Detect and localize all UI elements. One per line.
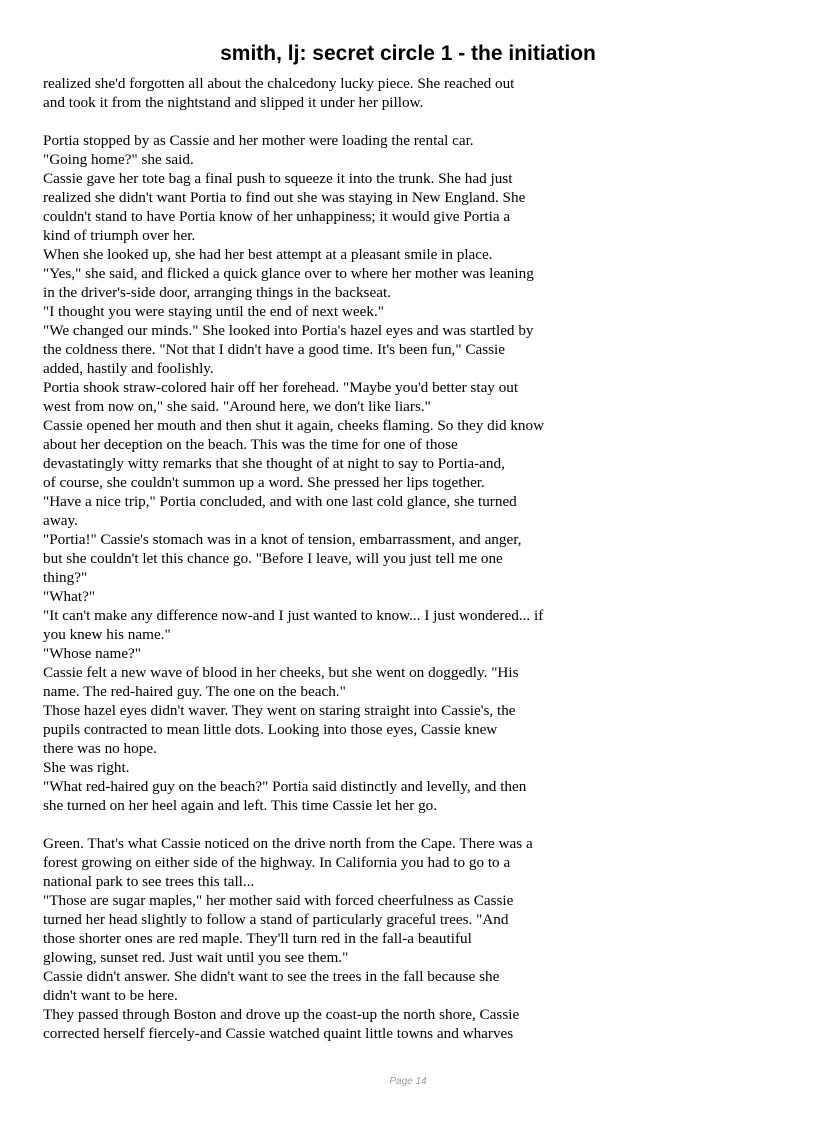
text-line: Cassie gave her tote bag a final push to squeeze it into the trunk. She had just xyxy=(43,170,513,187)
text-line: devastatingly witty remarks that she thought of at night to say to Portia-and, xyxy=(43,455,505,472)
text-line: glowing, sunset red. Just wait until you see them." xyxy=(43,949,349,966)
text-line: When she looked up, she had her best attempt at a pleasant smile in place. xyxy=(43,246,493,263)
text-line: corrected herself fiercely-and Cassie watched quaint little towns and wharves xyxy=(43,1025,514,1042)
text-line: didn't want to be here. xyxy=(43,987,178,1004)
text-line: Cassie felt a new wave of blood in her cheeks, but she went on doggedly. "His xyxy=(43,664,519,681)
text-line: national park to see trees this tall... xyxy=(43,873,255,890)
text-line: "What red-haired guy on the beach?" Portia said distinctly and levelly, and then xyxy=(43,778,527,795)
text-line: "What?" xyxy=(43,588,96,605)
text-line: turned her head slightly to follow a stand of particularly graceful trees. "And xyxy=(43,911,509,928)
text-line: kind of triumph over her. xyxy=(43,227,196,244)
text-line: "Whose name?" xyxy=(43,645,141,662)
text-line: those shorter ones are red maple. They'll turn red in the fall-a beautiful xyxy=(43,930,472,947)
text-line: added, hastily and foolishly. xyxy=(43,360,214,377)
text-line: realized she'd forgotten all about the chalcedony lucky piece. She reached out xyxy=(43,75,515,92)
text-line: west from now on," she said. "Around here, we don't like liars." xyxy=(43,398,431,415)
page-number: Page 14 xyxy=(389,1076,427,1087)
page-title-text: smith, lj: secret circle 1 - the initiation xyxy=(220,42,596,65)
page-title xyxy=(0,42,816,66)
text-line: "Have a nice trip," Portia concluded, and with one last cold glance, she turned xyxy=(43,493,517,510)
text-line: thing?" xyxy=(43,569,88,586)
text-line: Portia shook straw-colored hair off her forehead. "Maybe you'd better stay out xyxy=(43,379,519,396)
text-line: the coldness there. "Not that I didn't have a good time. It's been fun," Cassie xyxy=(43,341,505,358)
text-line: She was right. xyxy=(43,759,130,776)
text-line: "We changed our minds." She looked into Portia's hazel eyes and was startled by xyxy=(43,322,534,339)
text-line: you knew his name." xyxy=(43,626,171,643)
text-line: Cassie didn't answer. She didn't want to see the trees in the fall because she xyxy=(43,968,500,985)
text-line: "Going home?" she said. xyxy=(43,151,194,168)
text-line: forest growing on either side of the highway. In California you had to go to a xyxy=(43,854,511,871)
text-line: Portia stopped by as Cassie and her mother were loading the rental car. xyxy=(43,132,474,149)
text-line: away. xyxy=(43,512,78,529)
text-line: Those hazel eyes didn't waver. They went on staring straight into Cassie's, the xyxy=(43,702,516,719)
text-line: "Portia!" Cassie's stomach was in a knot of tension, embarrassment, and anger, xyxy=(43,531,522,548)
text-line: she turned on her heel again and left. This time Cassie let her go. xyxy=(43,797,438,814)
text-line: Green. That's what Cassie noticed on the drive north from the Cape. There was a xyxy=(43,835,533,852)
text-line: "I thought you were staying until the end of next week." xyxy=(43,303,384,320)
text-line: pupils contracted to mean little dots. Looking into those eyes, Cassie knew xyxy=(43,721,498,738)
text-line: about her deception on the beach. This was the time for one of those xyxy=(43,436,458,453)
text-line: They passed through Boston and drove up the coast-up the north shore, Cassie xyxy=(43,1006,520,1023)
body-text xyxy=(43,74,603,1043)
text-line: Cassie opened her mouth and then shut it again, cheeks flaming. So they did know xyxy=(43,417,545,434)
text-line: of course, she couldn't summon up a word. She pressed her lips together. xyxy=(43,474,485,491)
text-line: there was no hope. xyxy=(43,740,157,757)
text-line: realized she didn't want Portia to find out she was staying in New England. She xyxy=(43,189,526,206)
paragraph-break xyxy=(43,112,603,131)
text-line: "Yes," she said, and flicked a quick glance over to where her mother was leaning xyxy=(43,265,534,282)
text-line: but she couldn't let this chance go. "Before I leave, will you just tell me one xyxy=(43,550,503,567)
text-line: in the driver's-side door, arranging things in the backseat. xyxy=(43,284,391,301)
text-line: and took it from the nightstand and slipped it under her pillow. xyxy=(43,94,424,111)
text-line: name. The red-haired guy. The one on the beach." xyxy=(43,683,346,700)
text-line: "It can't make any difference now-and I just wanted to know... I just wondered... if xyxy=(43,607,544,624)
text-line: "Those are sugar maples," her mother said with forced cheerfulness as Cassie xyxy=(43,892,514,909)
paragraph-break xyxy=(43,815,603,834)
text-line: couldn't stand to have Portia know of her unhappiness; it would give Portia a xyxy=(43,208,511,225)
